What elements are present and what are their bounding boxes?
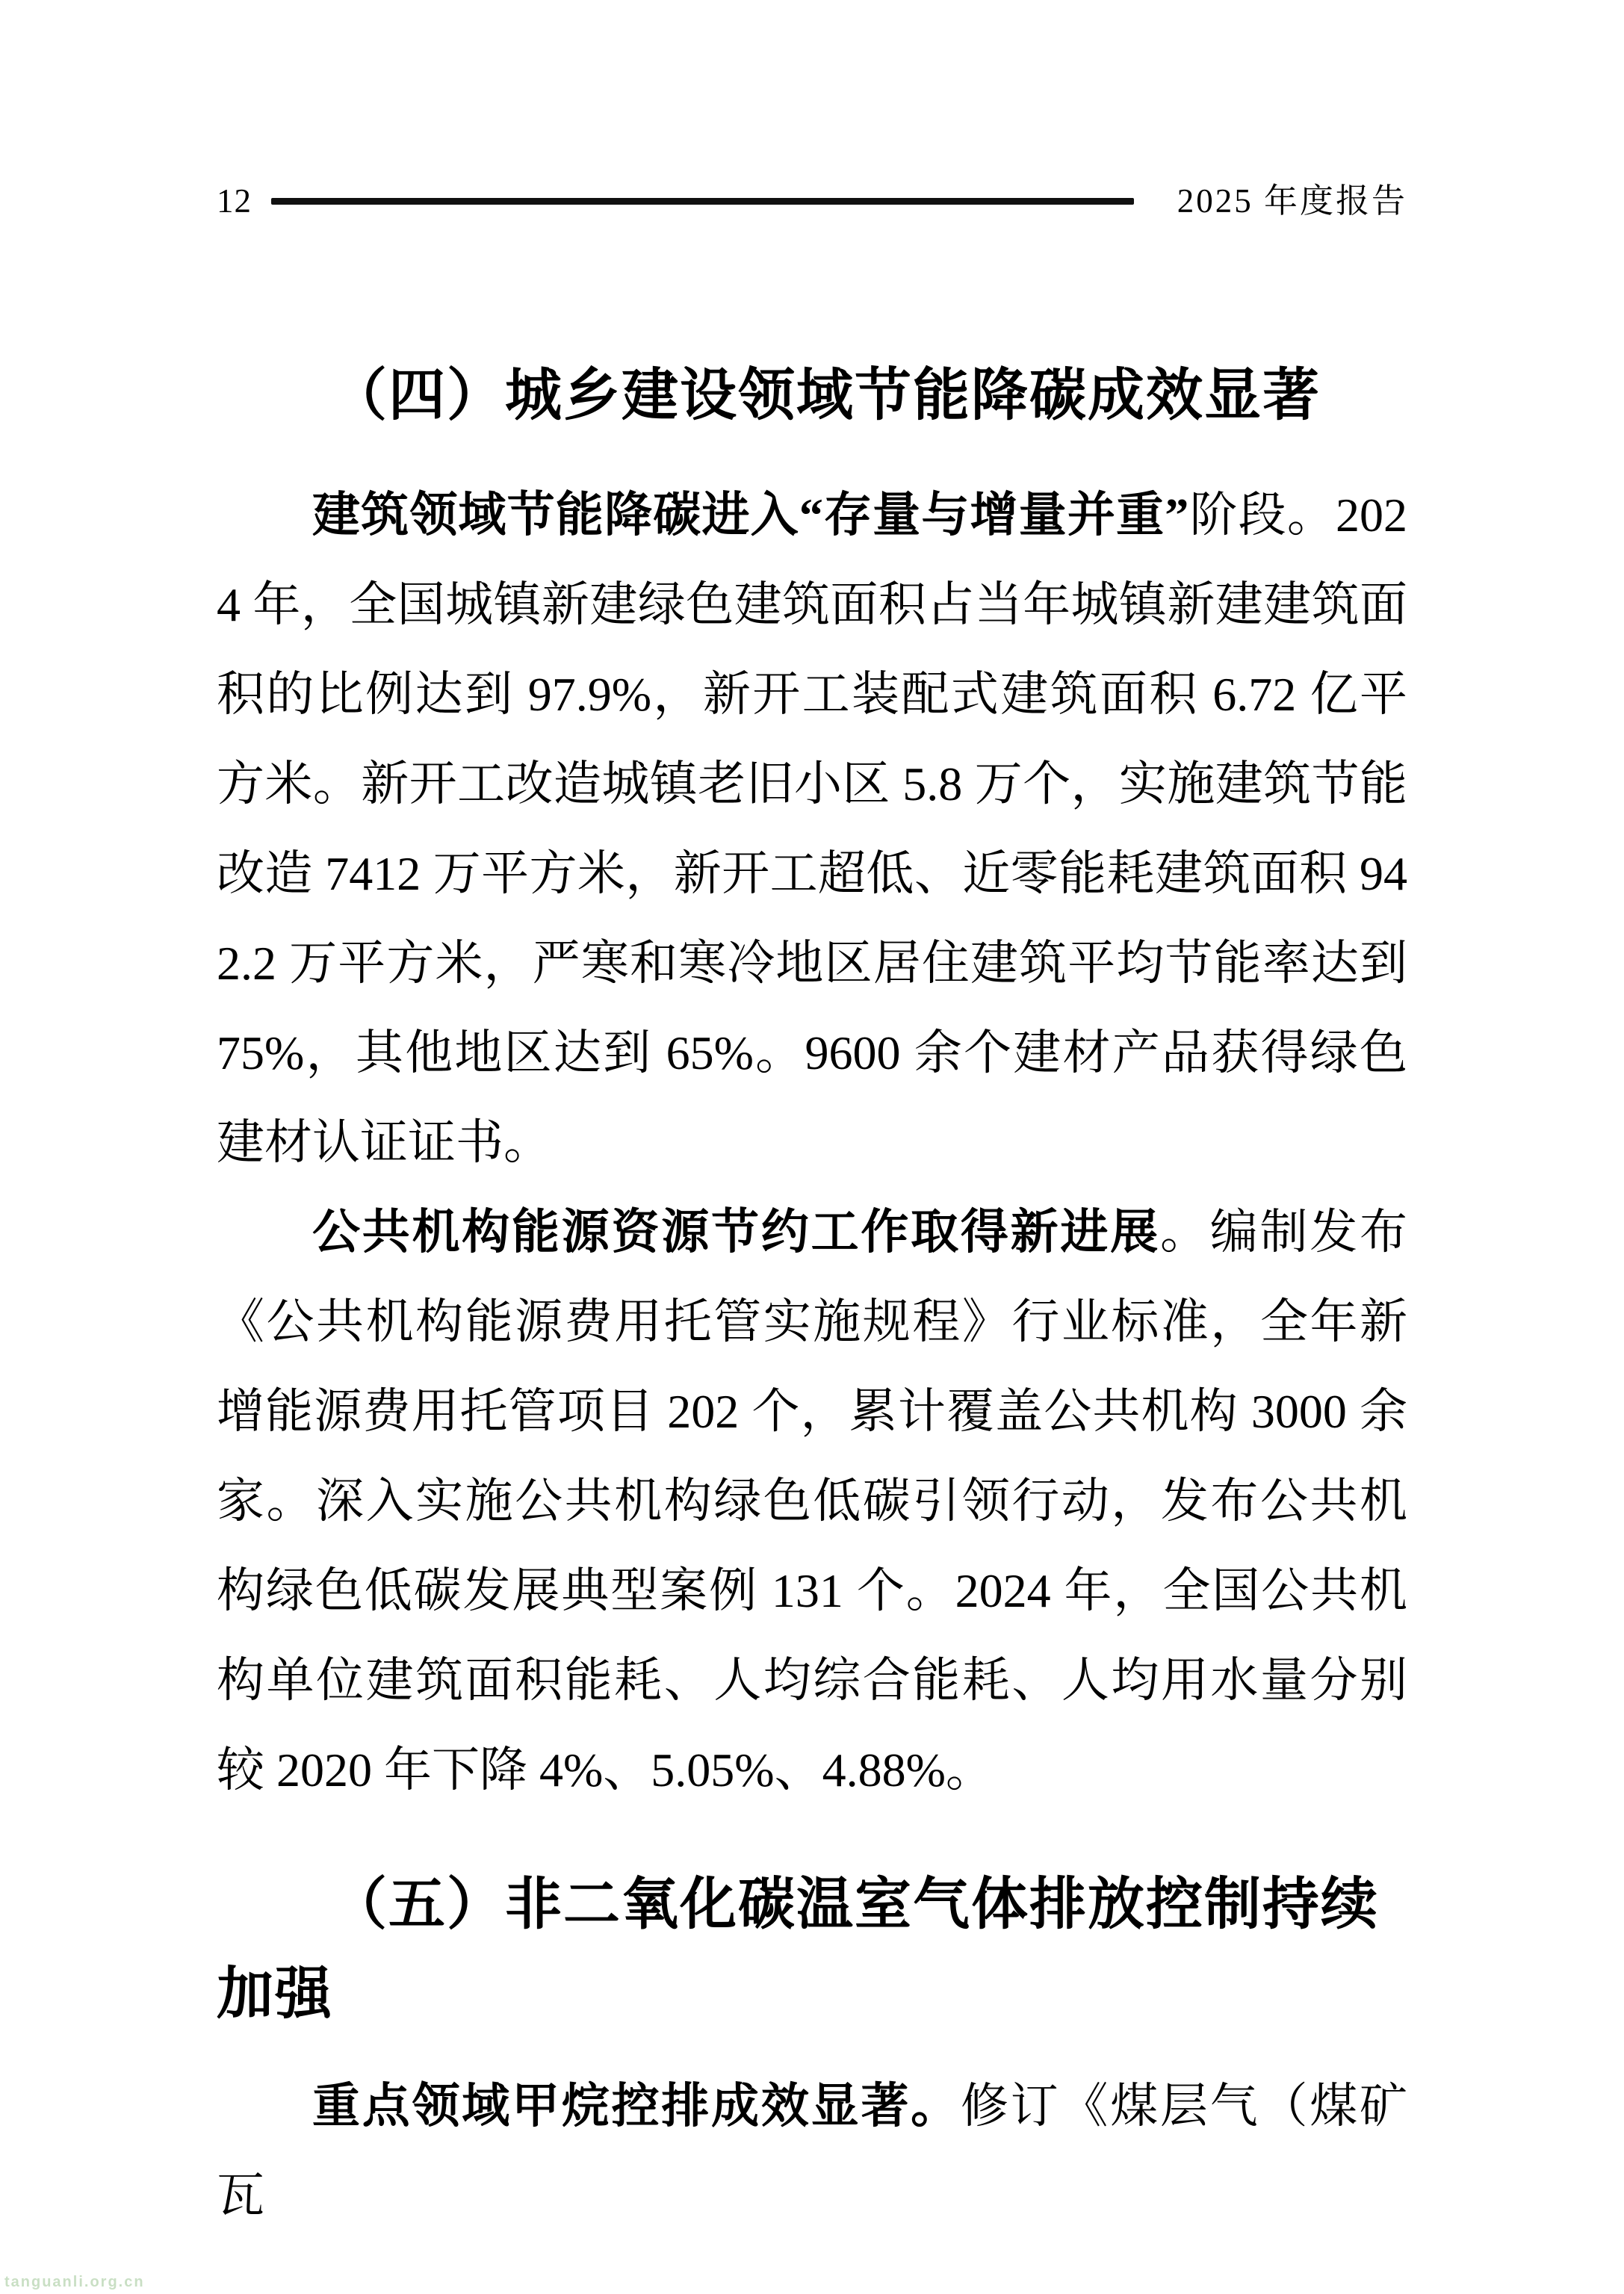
paragraph-buildings	[217, 471, 1407, 1188]
paragraph-public-institutions	[217, 1188, 1407, 1815]
paragraph-lead-text: 公共机构能源资源节约工作取得新进展	[312, 1206, 1160, 1259]
paragraph-body-text: 修订《煤层气（煤矿瓦	[217, 2080, 1408, 2222]
site-watermark: tanguanli.org.cn	[4, 2274, 145, 2290]
document-body	[217, 351, 1407, 2241]
page-number: 12	[217, 182, 252, 220]
paragraph-body-text: 。编制发布《公共机构能源费用托管实施规程》行业标准，全年新增能源费用托管项目 202 个，累计覆盖公共机构 3000 余家。深入实施公共机构绿色低碳引领行动，发布公共机构绿色低碳发展典型案例 131 个。2024 年，全国公共机构单位建筑面积能耗、人均综合能耗、人均用水量分别较 2020 年下降 4%、5.05%、4.88%。	[217, 1206, 1408, 1797]
section-heading-4: （四）城乡建设领域节能降碳成效显著	[330, 365, 1321, 427]
section-heading-5: （五）非二氧化碳温室气体排放控制持续加强	[217, 1873, 1379, 2026]
paragraph-body-text: 阶段。2024 年，全国城镇新建绿色建筑面积占当年城镇新建建筑面积的比例达到 97.9%，新开工装配式建筑面积 6.72 亿平方米。新开工改造城镇老旧小区 5.8 万个，实施建筑节能改造 7412 万平方米，新开工超低、近零能耗建筑面积 942.2 万平方米，严寒和寒冷地区居住建筑平均节能率达到 75%，其他地区达到 65%。9600 余个建材产品获得绿色建材认证证书。	[217, 489, 1408, 1169]
report-title: 2025 年度报告	[1177, 182, 1407, 220]
paragraph-lead-text: 重点领域甲烷控排成效显著。	[312, 2080, 961, 2133]
paragraph-lead-text: 建筑领域节能降碳进入“存量与增量并重”	[312, 489, 1189, 542]
header-rule-divider	[271, 198, 1134, 205]
page-header	[217, 178, 1407, 224]
paragraph-methane	[217, 2062, 1407, 2241]
